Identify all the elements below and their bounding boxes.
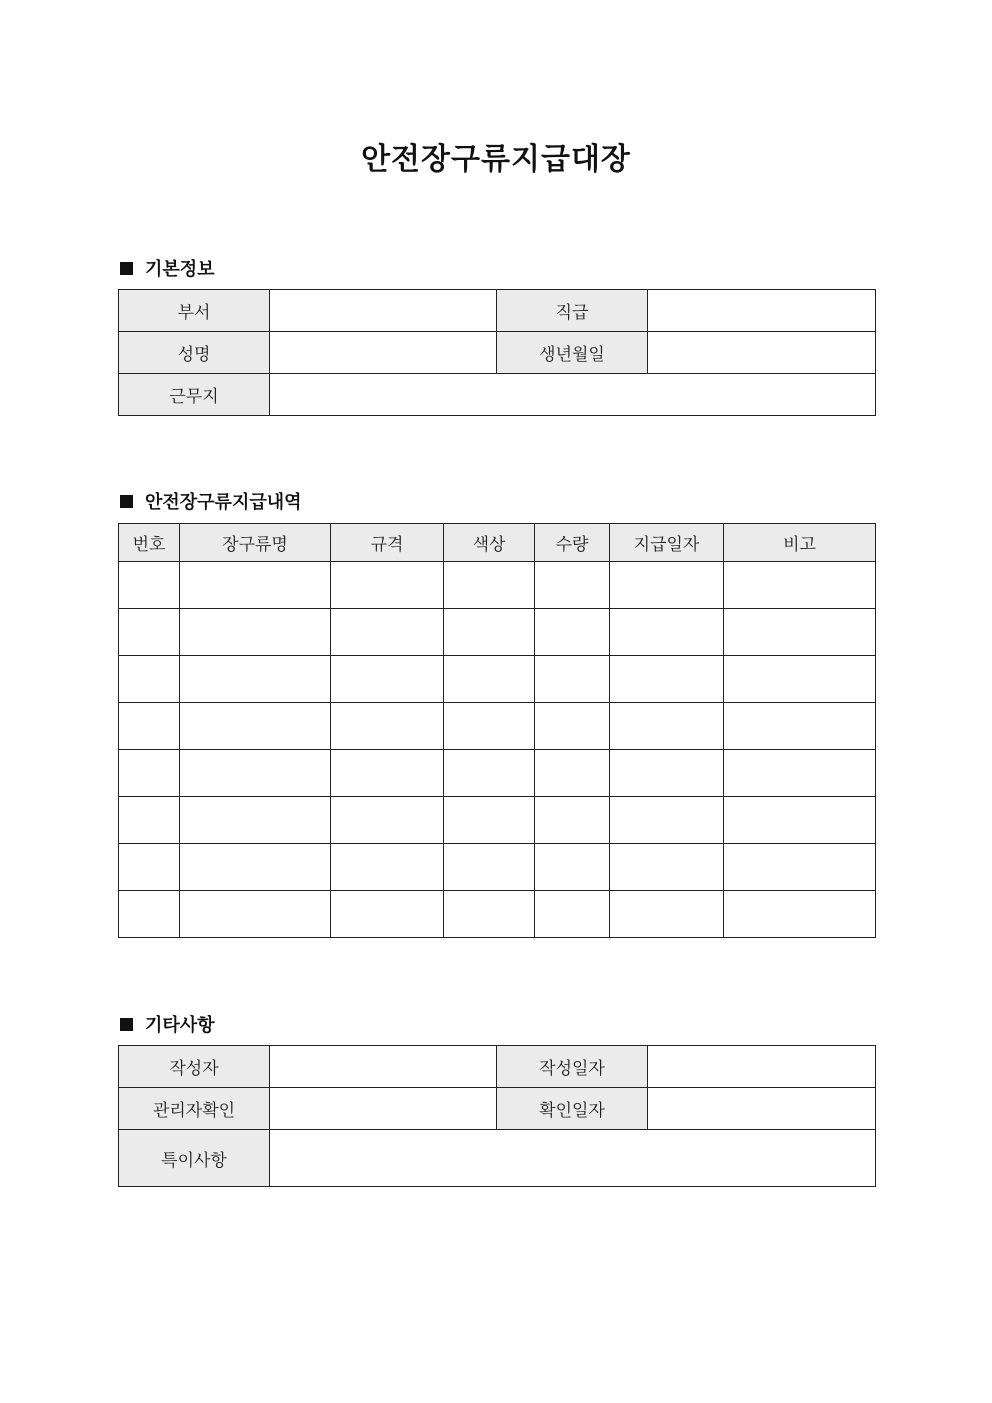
name-label: 성명	[119, 332, 270, 374]
table-cell[interactable]	[444, 562, 535, 609]
table-row	[119, 609, 876, 656]
table-row	[119, 750, 876, 797]
table-cell[interactable]	[444, 656, 535, 703]
table-row	[119, 562, 876, 609]
table-row	[119, 797, 876, 844]
table-cell[interactable]	[724, 562, 876, 609]
table-cell[interactable]	[331, 609, 444, 656]
square-bullet-icon	[120, 262, 133, 275]
manager-check-field[interactable]	[270, 1088, 497, 1130]
table-cell[interactable]	[724, 797, 876, 844]
name-field[interactable]	[270, 332, 497, 374]
table-row	[119, 290, 876, 332]
table-cell[interactable]	[331, 656, 444, 703]
remarks-label: 특이사항	[119, 1130, 270, 1187]
table-cell[interactable]	[610, 797, 724, 844]
table-cell[interactable]	[535, 750, 610, 797]
table-cell[interactable]	[119, 797, 180, 844]
table-cell[interactable]	[535, 703, 610, 750]
section-heading-other	[120, 1011, 215, 1037]
table-cell[interactable]	[180, 703, 331, 750]
table-cell[interactable]	[610, 656, 724, 703]
table-cell[interactable]	[331, 797, 444, 844]
table-cell[interactable]	[444, 891, 535, 938]
table-cell[interactable]	[724, 750, 876, 797]
table-cell[interactable]	[119, 562, 180, 609]
write-date-field[interactable]	[648, 1046, 876, 1088]
table-row	[119, 844, 876, 891]
table-cell[interactable]	[444, 844, 535, 891]
other-info-table	[118, 1045, 876, 1187]
table-row	[119, 703, 876, 750]
basic-info-table	[118, 289, 876, 416]
workplace-label: 근무지	[119, 374, 270, 416]
square-bullet-icon	[120, 495, 133, 508]
write-date-label: 작성일자	[497, 1046, 648, 1088]
writer-field[interactable]	[270, 1046, 497, 1088]
table-cell[interactable]	[119, 891, 180, 938]
table-header-row	[119, 524, 876, 562]
table-cell[interactable]	[119, 844, 180, 891]
table-cell[interactable]	[180, 891, 331, 938]
table-cell[interactable]	[610, 703, 724, 750]
table-row	[119, 656, 876, 703]
table-cell[interactable]	[180, 844, 331, 891]
column-header: 규격	[331, 524, 444, 562]
page-title: 안전장구류지급대장	[361, 142, 631, 177]
table-row	[119, 1046, 876, 1088]
position-label: 직급	[497, 290, 648, 332]
table-cell[interactable]	[724, 844, 876, 891]
table-cell[interactable]	[535, 656, 610, 703]
check-date-field[interactable]	[648, 1088, 876, 1130]
table-row	[119, 891, 876, 938]
department-label: 부서	[119, 290, 270, 332]
section-heading-other-text: 기타사항	[145, 1015, 215, 1036]
birthdate-label: 생년월일	[497, 332, 648, 374]
table-cell[interactable]	[180, 562, 331, 609]
table-cell[interactable]	[535, 562, 610, 609]
table-cell[interactable]	[535, 797, 610, 844]
table-cell[interactable]	[331, 891, 444, 938]
issue-history-table	[118, 523, 876, 938]
table-cell[interactable]	[180, 750, 331, 797]
position-field[interactable]	[648, 290, 876, 332]
column-header: 지급일자	[610, 524, 724, 562]
birthdate-field[interactable]	[648, 332, 876, 374]
column-header: 번호	[119, 524, 180, 562]
table-cell[interactable]	[180, 609, 331, 656]
table-cell[interactable]	[180, 656, 331, 703]
table-cell[interactable]	[535, 891, 610, 938]
table-cell[interactable]	[119, 656, 180, 703]
table-cell[interactable]	[724, 703, 876, 750]
table-cell[interactable]	[610, 844, 724, 891]
manager-check-label: 관리자확인	[119, 1088, 270, 1130]
table-cell[interactable]	[535, 844, 610, 891]
table-row	[119, 1088, 876, 1130]
table-cell[interactable]	[119, 703, 180, 750]
column-header: 장구류명	[180, 524, 331, 562]
square-bullet-icon	[120, 1018, 133, 1031]
remarks-field[interactable]	[270, 1130, 876, 1187]
section-heading-issue-text: 안전장구류지급내역	[145, 492, 302, 513]
table-cell[interactable]	[119, 750, 180, 797]
table-cell[interactable]	[444, 609, 535, 656]
table-cell[interactable]	[724, 656, 876, 703]
section-heading-basic	[120, 255, 215, 281]
table-cell[interactable]	[180, 797, 331, 844]
table-cell[interactable]	[444, 750, 535, 797]
table-row	[119, 332, 876, 374]
section-heading-basic-text: 기본정보	[145, 259, 215, 280]
table-cell[interactable]	[610, 891, 724, 938]
column-header: 수량	[535, 524, 610, 562]
table-cell[interactable]	[610, 562, 724, 609]
column-header: 색상	[444, 524, 535, 562]
table-row	[119, 1130, 876, 1187]
table-cell[interactable]	[444, 797, 535, 844]
table-cell[interactable]	[444, 703, 535, 750]
table-cell[interactable]	[331, 844, 444, 891]
column-header: 비고	[724, 524, 876, 562]
table-cell[interactable]	[535, 609, 610, 656]
table-cell[interactable]	[610, 750, 724, 797]
check-date-label: 확인일자	[497, 1088, 648, 1130]
table-cell[interactable]	[331, 703, 444, 750]
department-field[interactable]	[270, 290, 497, 332]
table-cell[interactable]	[724, 891, 876, 938]
table-cell[interactable]	[331, 562, 444, 609]
section-heading-issue	[120, 488, 302, 514]
table-cell[interactable]	[724, 609, 876, 656]
workplace-field[interactable]	[270, 374, 876, 416]
table-cell[interactable]	[331, 750, 444, 797]
table-row	[119, 374, 876, 416]
table-cell[interactable]	[610, 609, 724, 656]
table-cell[interactable]	[119, 609, 180, 656]
writer-label: 작성자	[119, 1046, 270, 1088]
